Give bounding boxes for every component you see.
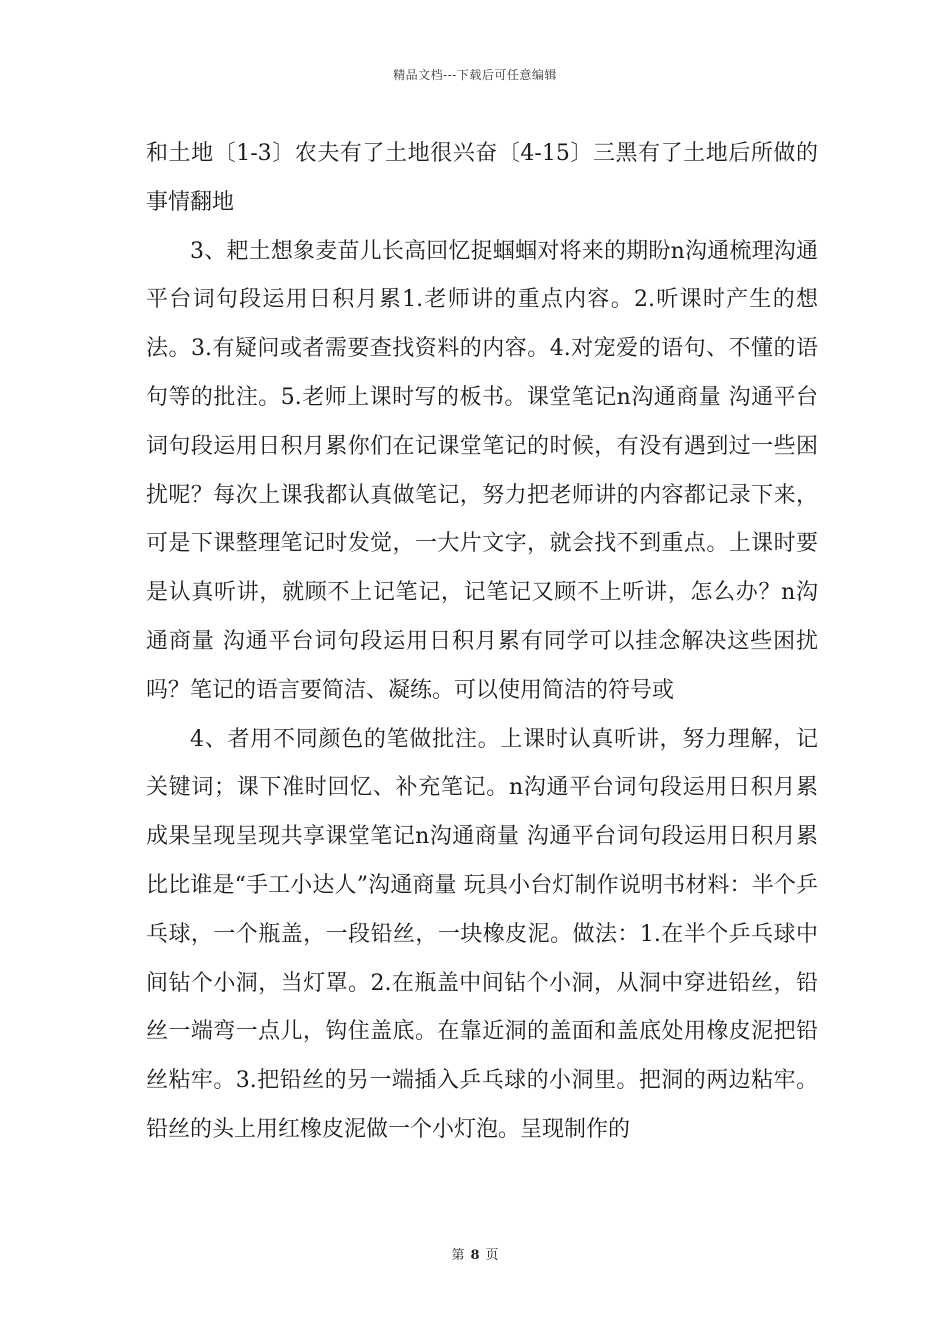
page-header: 精品文档---下载后可任意编辑	[393, 68, 557, 82]
paragraph-2: 3、耙土想象麦苗儿长高回忆捉蝈蝈对将来的期盼n沟通梳理沟通平台词句段运用日积月累1.老师讲的重点内容。2.听课时产生的想法。3.有疑问或者需要查找资料的内容。4.对宠爱的语句、不懂的语句等的批注。5.老师上课时写的板书。课堂笔记n沟通商量 沟通平台词句段运用日积月累你们在记课堂笔记的时候，有没有遇到过一些困扰呢？每次上课我都认真做笔记，努力把老师讲的内容都记录下来，可是下课整理笔记时发觉，一大片文字，就会找不到重点。上课时要是认真听讲，就顾不上记笔记，记笔记又顾不上听讲，怎么办？n沟通商量 沟通平台词句段运用日积月累有同学可以挂念解决这些困扰吗？笔记的语言要简洁、凝练。可以使用简洁的符号或	[146, 238, 818, 703]
paragraph-3: 4、者用不同颜色的笔做批注。上课时认真听讲，努力理解，记关键词；课下准时回忆、补充笔记。n沟通平台词句段运用日积月累成果呈现呈现共享课堂笔记n沟通商量 沟通平台词句段运用日积月累比比谁是“手工小达人”沟通商量 玩具小台灯制作说明书材料：半个乒乓球，一个瓶盖，一段铅丝，一块橡皮泥。做法：1.在半个乒乓球中间钻个小洞，当灯罩。2.在瓶盖中间钻个小洞，从洞中穿进铅丝，铅丝一端弯一点儿，钩住盖底。在靠近洞的盖面和盖底处用橡皮泥把铅丝粘牢。3.把铅丝的另一端插入乒乓球的小洞里。把洞的两边粘牢。铅丝的头上用红橡皮泥做一个小灯泡。呈现制作的	[146, 726, 818, 1142]
page-footer	[0, 1244, 950, 1263]
footer-suffix: 页	[485, 1248, 499, 1263]
page-number: 8	[470, 1248, 480, 1263]
footer-prefix: 第	[451, 1248, 465, 1263]
document-body	[146, 130, 818, 1155]
paragraph-1: 和土地〔1-3〕农夫有了土地很兴奋〔4-15〕三黑有了土地后所做的事情翻地	[146, 141, 818, 215]
